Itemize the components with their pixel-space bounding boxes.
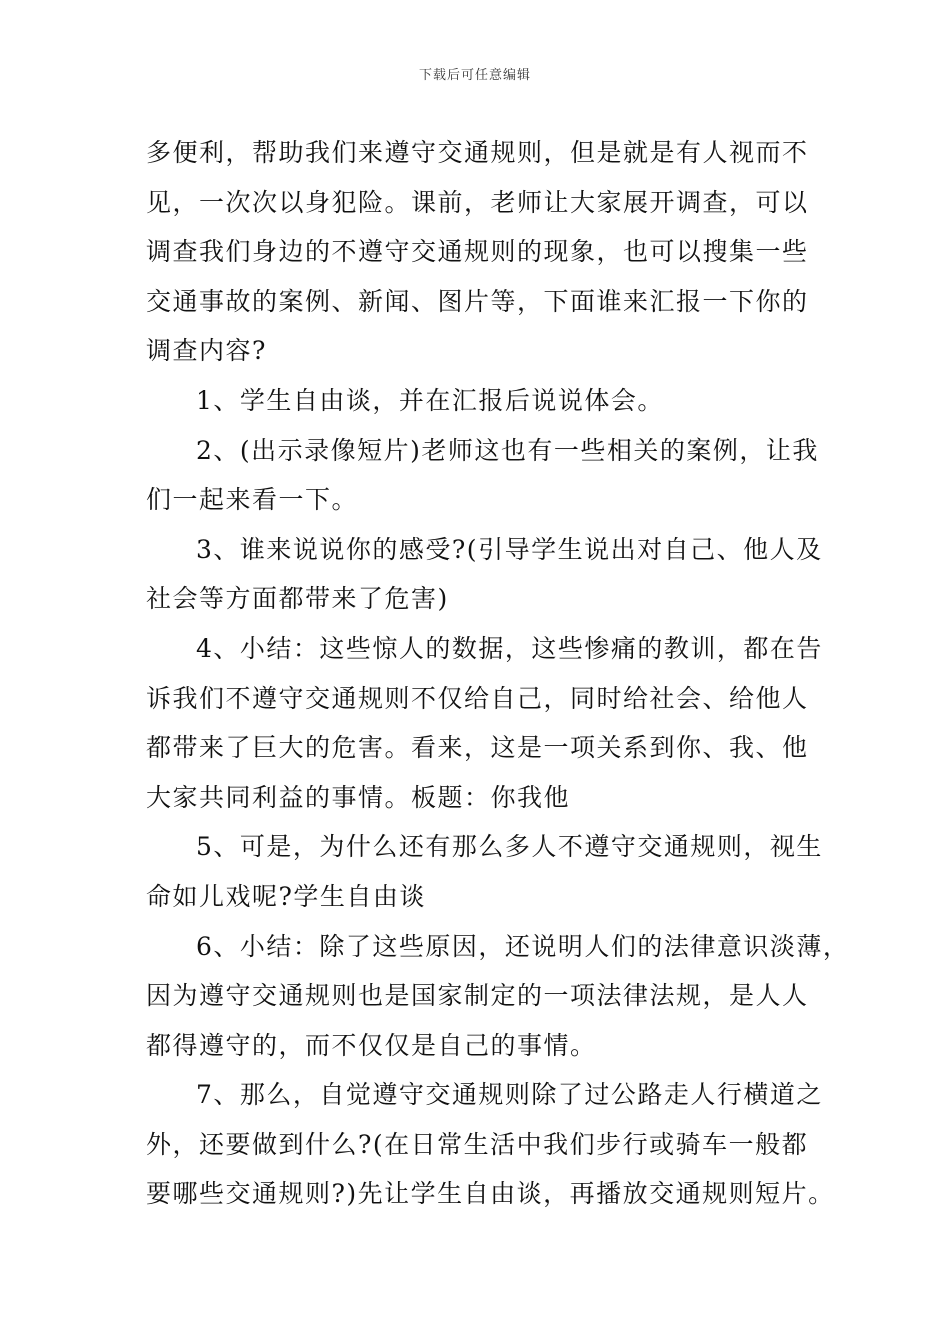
page-header: 下载后可任意编辑 (418, 68, 531, 83)
text-line: 7、那么，自觉遵守交通规则除了过公路走人行横道之 (196, 1080, 823, 1110)
paragraph (146, 525, 826, 624)
text-line: 都得遵守的，而不仅仅是自己的事情。 (146, 1030, 597, 1060)
paragraph (146, 376, 826, 426)
text-line: 们一起来看一下。 (146, 485, 359, 515)
text-line: 多便利，帮助我们来遵守交通规则，但是就是有人视而不 (146, 138, 809, 167)
text-line: 3、谁来说说你的感受?(引导学生说出对自己、他人及 (196, 534, 823, 564)
document-body (146, 128, 850, 1219)
paragraph (146, 1070, 835, 1219)
text-line: 诉我们不遵守交通规则不仅给自己，同时给社会、给他人 (146, 683, 809, 713)
text-line: 交通事故的案例、新闻、图片等，下面谁来汇报一下你的 (146, 286, 809, 316)
text-line: 要哪些交通规则?)先让学生自由谈，再播放交通规则短片。 (146, 1179, 835, 1209)
text-line: 见，一次次以身犯险。课前，老师让大家展开调查，可以 (146, 187, 809, 217)
text-line: 调查内容? (146, 336, 267, 366)
paragraph (146, 922, 850, 1071)
text-line: 6、小结：除了这些原因，还说明人们的法律意识淡薄， (196, 931, 850, 961)
text-line: 4、小结：这些惊人的数据，这些惨痛的教训，都在告 (196, 633, 823, 663)
paragraph (146, 624, 826, 822)
text-line: 大家共同利益的事情。板题：你我他 (146, 782, 571, 812)
text-line: 外，还要做到什么?(在日常生活中我们步行或骑车一般都 (146, 1129, 809, 1159)
text-line: 都带来了巨大的危害。看来，这是一项关系到你、我、他 (146, 733, 809, 763)
text-line: 调查我们身边的不遵守交通规则的现象，也可以搜集一些 (146, 237, 809, 267)
text-line: 5、可是，为什么还有那么多人不遵守交通规则，视生 (196, 832, 823, 862)
paragraph (146, 128, 826, 376)
text-line: 社会等方面都带来了危害) (146, 584, 449, 614)
text-line: 命如儿戏呢?学生自由谈 (146, 881, 426, 911)
paragraph (146, 426, 826, 525)
text-line: 1、学生自由谈，并在汇报后说说体会。 (196, 385, 664, 415)
paragraph (146, 822, 826, 921)
text-line: 因为遵守交通规则也是国家制定的一项法律法规，是人人 (146, 981, 809, 1011)
text-line: 2、(出示录像短片)老师这也有一些相关的案例，让我 (196, 435, 819, 465)
